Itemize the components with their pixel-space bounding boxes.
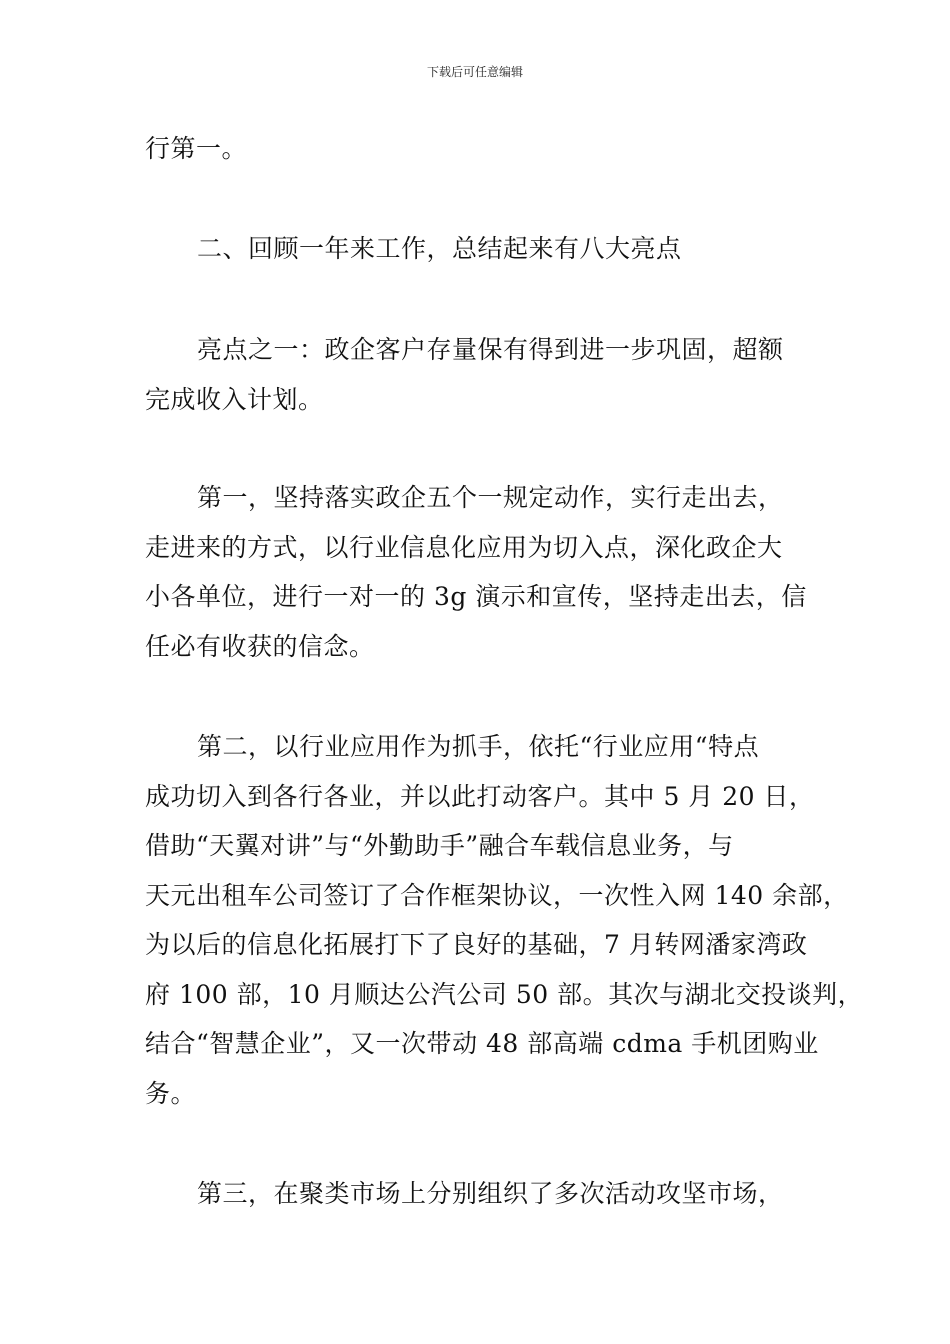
text-line: 为以后的信息化拓展打下了良好的基础，7 月转网潘家湾政 xyxy=(145,930,808,959)
paragraph-continuation xyxy=(145,124,810,174)
text-line: 小各单位，进行一对一的 3g 演示和宣传，坚持走出去，信 xyxy=(145,582,807,611)
text-line: 天元出租车公司签订了合作框架协议，一次性入网 140 余部， xyxy=(145,880,849,910)
text-line: 第一，坚持落实政企五个一规定动作，实行走出去， xyxy=(197,483,784,512)
text-line: 完成收入计划。 xyxy=(145,384,324,414)
text-line: 成功切入到各行各业，并以此打动客户。其中 5 月 20 日， xyxy=(145,781,815,811)
section-heading xyxy=(145,224,862,274)
text-line: 结合“智慧企业”，又一次带动 48 部高端 cdma 手机团购业 xyxy=(145,1029,819,1058)
text-line: 行第一。 xyxy=(145,134,248,163)
paragraph-third xyxy=(145,1169,810,1219)
text-line: 二、回顾一年来工作，总结起来有八大亮点 xyxy=(197,234,682,263)
paragraph-highlight-one xyxy=(145,325,810,424)
paragraph-second xyxy=(145,722,864,1118)
text-line: 务。 xyxy=(145,1078,197,1108)
text-line: 第三，在聚类市场上分别组织了多次活动攻坚市场， xyxy=(197,1179,784,1208)
text-line: 第二，以行业应用作为抓手，依托“行业应用“特点 xyxy=(197,732,760,761)
page-header: 下载后可任意编辑 xyxy=(426,65,523,79)
text-line: 借助“天翼对讲”与“外勤助手”融合车载信息业务，与 xyxy=(145,831,734,860)
text-line: 亮点之一：政企客户存量保有得到进一步巩固，超额 xyxy=(197,335,784,364)
text-line: 走进来的方式，以行业信息化应用为切入点，深化政企大 xyxy=(145,532,783,562)
paragraph-first xyxy=(145,473,810,671)
text-line: 府 100 部，10 月顺达公汽公司 50 部。其次与湖北交投谈判， xyxy=(145,979,864,1009)
text-line: 任必有收获的信念。 xyxy=(145,631,375,661)
